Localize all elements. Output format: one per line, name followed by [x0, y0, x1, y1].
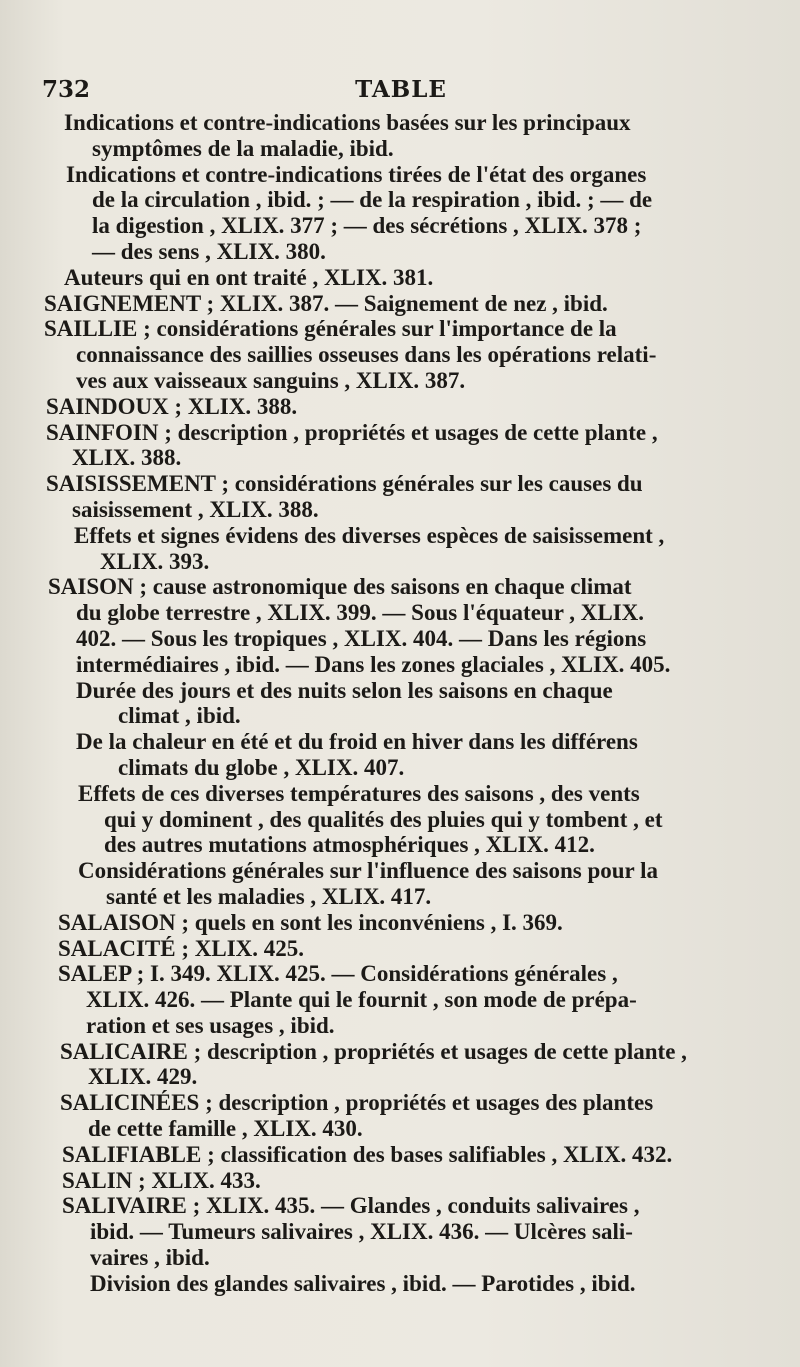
index-entry — [42, 162, 760, 265]
text-line: Indications et contre-indications tirées de l'état des organes — [66, 161, 647, 187]
text-line: SAILLIE ; considérations générales sur l'importance de la — [44, 316, 617, 342]
text-line: ves aux vaisseaux sanguins , XLIX. 387. — [76, 367, 466, 393]
text-line: connaissance des saillies osseuses dans les opérations relati- — [76, 342, 657, 368]
text-line: SAIGNEMENT ; XLIX. 387. — Saignement de nez , ibid. — [44, 290, 608, 316]
index-entry — [42, 523, 760, 575]
text-line: ibid. — Tumeurs salivaires , XLIX. 436. — Ulcères sali- — [90, 1219, 633, 1245]
text-line: Indications et contre-indications basées sur les principaux — [64, 110, 631, 135]
index-entry-saisissement — [42, 471, 760, 523]
index-entry-salifiable — [42, 1142, 760, 1168]
index-entry-saillie — [42, 316, 760, 393]
index-entry — [42, 110, 760, 162]
text-line: De la chaleur en été et du froid en hiver dans les différens — [76, 729, 638, 755]
text-line: SALEP ; I. 349. XLIX. 425. — Considérations générales , — [58, 961, 618, 987]
text-line: Effets et signes évidens des diverses espèces de saisissement , — [74, 522, 665, 548]
text-line: la digestion , XLIX. 377 ; — des sécrétions , XLIX. 378 ; — [92, 213, 642, 239]
text-line: Effets de ces diverses températures des saisons , des vents — [78, 780, 640, 806]
page-header — [42, 72, 760, 108]
text-line: SALICAIRE ; description , propriétés et usages de cette plante , — [60, 1038, 687, 1064]
text-line: Durée des jours et des nuits selon les saisons en chaque — [76, 677, 613, 703]
index-entry-salicinees — [42, 1090, 760, 1142]
text-line: ration et ses usages , ibid. — [86, 1012, 335, 1038]
text-line: — des sens , XLIX. 380. — [92, 238, 326, 264]
text-line: Considérations générales sur l'influence des saisons pour la — [78, 858, 658, 884]
text-line: SALICINÉES ; description , propriétés et usages des plantes — [60, 1090, 654, 1116]
text-line: SAISON ; cause astronomique des saisons en chaque climat — [48, 574, 632, 600]
index-entry — [42, 858, 760, 910]
text-line: XLIX. 388. — [72, 445, 182, 471]
text-line: santé et les maladies , XLIX. 417. — [106, 883, 432, 909]
text-line: qui y dominent , des qualités des pluies qui y tombent , et — [104, 806, 663, 832]
index-entry — [42, 729, 760, 781]
text-line: XLIX. 429. — [88, 1064, 198, 1090]
index-entry-salacite — [42, 936, 760, 962]
text-line: SAISISSEMENT ; considérations générales sur les causes du — [46, 471, 643, 497]
text-line: saisissement , XLIX. 388. — [72, 496, 319, 522]
index-entry-saison — [42, 574, 760, 677]
index-entry-saignement — [42, 291, 760, 317]
text-line: des autres mutations atmosphériques , XLIX. 412. — [104, 832, 595, 858]
text-line: XLIX. 393. — [100, 548, 210, 574]
text-line: de cette famille , XLIX. 430. — [88, 1116, 363, 1142]
index-entry — [42, 1271, 760, 1297]
index-entry-sainfoin — [42, 420, 760, 472]
index-entries — [42, 110, 760, 1297]
text-line: SALIVAIRE ; XLIX. 435. — Glandes , conduits salivaires , — [62, 1193, 640, 1219]
index-entry — [42, 265, 760, 291]
text-line: XLIX. 426. — Plante qui le fournit , son mode de prépa- — [86, 987, 637, 1013]
text-line: Auteurs qui en ont traité , XLIX. 381. — [64, 264, 434, 290]
text-line: SALIFIABLE ; classification des bases salifiables , XLIX. 432. — [62, 1141, 673, 1167]
text-line: SAINFOIN ; description , propriétés et usages de cette plante , — [46, 419, 658, 445]
index-entry-saindoux — [42, 394, 760, 420]
index-entry-salicaire — [42, 1039, 760, 1091]
text-line: climats du globe , XLIX. 407. — [118, 754, 405, 780]
text-line: de la circulation , ibid. ; — de la respiration , ibid. ; — de — [92, 187, 653, 213]
text-line: SALACITÉ ; XLIX. 425. — [58, 935, 305, 961]
text-line: 402. — Sous les tropiques , XLIX. 404. — Dans les régions — [76, 625, 647, 651]
text-line: du globe terrestre , XLIX. 399. — Sous l'équateur , XLIX. — [76, 600, 644, 626]
text-line: SALAISON ; quels en sont les inconvéniens , I. 369. — [58, 909, 563, 935]
text-line: SALIN ; XLIX. 433. — [62, 1167, 261, 1193]
text-line: vaires , ibid. — [90, 1245, 210, 1271]
text-line: climat , ibid. — [118, 703, 241, 729]
index-entry — [42, 678, 760, 730]
text-line: symptômes de la maladie, ibid. — [92, 135, 394, 161]
index-entry-salaison — [42, 910, 760, 936]
index-entry-salivaire — [42, 1193, 760, 1270]
index-entry-salep — [42, 961, 760, 1038]
running-title: TABLE — [355, 76, 447, 103]
text-line: intermédiaires , ibid. — Dans les zones glaciales , XLIX. 405. — [76, 651, 671, 677]
page-number: 732 — [42, 76, 91, 103]
index-entry-salin — [42, 1168, 760, 1194]
index-entry — [42, 781, 760, 858]
text-line: SAINDOUX ; XLIX. 388. — [46, 393, 298, 419]
text-line: Division des glandes salivaires , ibid. — Parotides , ibid. — [90, 1270, 636, 1296]
